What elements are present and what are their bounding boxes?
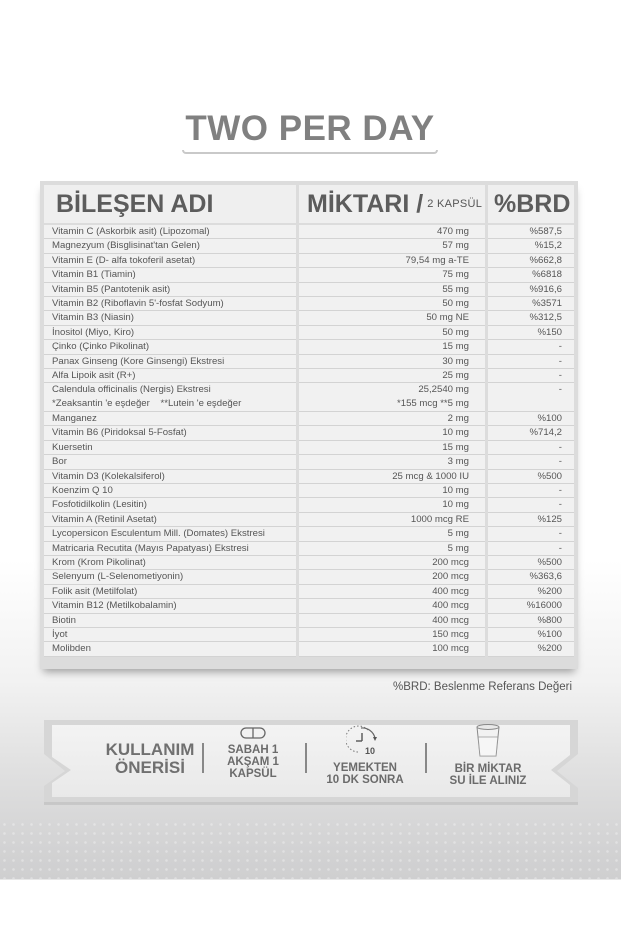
ingredient-amount: 79,54 mg a-TE xyxy=(299,254,485,268)
amount-note: *155 mcg **5 mg xyxy=(397,398,469,410)
title-block xyxy=(185,110,435,152)
table-row xyxy=(44,484,574,498)
ingredient-rdi: - xyxy=(488,383,574,412)
ingredient-rdi: - xyxy=(488,527,574,541)
ingredient-amount: 400 mcg xyxy=(299,585,485,599)
ingredient-name: İyot xyxy=(44,628,296,642)
table-row xyxy=(44,614,574,628)
ingredient-amount: 400 mcg xyxy=(299,599,485,613)
ingredient-rdi: - xyxy=(488,340,574,354)
header-rdi: %BRD xyxy=(488,185,574,223)
table-row xyxy=(44,498,574,512)
ingredients-table xyxy=(40,181,578,669)
ingredient-rdi: %150 xyxy=(488,326,574,340)
ingredient-name: Vitamin B5 (Pantotenik asit) xyxy=(44,283,296,297)
table-row xyxy=(44,628,574,642)
ingredient-amount: 100 mcg xyxy=(299,642,485,656)
ingredient-rdi: - xyxy=(488,542,574,556)
ingredient-amount: 5 mg xyxy=(299,542,485,556)
ingredient-rdi: %500 xyxy=(488,556,574,570)
table-row xyxy=(44,527,574,541)
ingredient-name: Vitamin D3 (Kolekalsiferol) xyxy=(44,470,296,484)
ingredient-name: Molibden xyxy=(44,642,296,656)
table-row xyxy=(44,254,574,268)
ingredient-rdi: %312,5 xyxy=(488,311,574,325)
ingredient-amount: 57 mg xyxy=(299,239,485,253)
header-amount: MİKTARI / 2 KAPSÜL xyxy=(299,185,485,223)
ingredient-rdi: %200 xyxy=(488,585,574,599)
divider xyxy=(305,743,307,773)
ingredient-amount: 25,2540 mg *155 mcg **5 mg xyxy=(299,383,485,412)
table-row xyxy=(44,455,574,469)
divider xyxy=(202,743,204,773)
ingredient-amount: 25 mcg & 1000 IU xyxy=(299,470,485,484)
ingredient-amount: 75 mg xyxy=(299,268,485,282)
ingredient-name: Vitamin B3 (Niasin) xyxy=(44,311,296,325)
table-row xyxy=(44,570,574,584)
usage-item-dosage: SABAH 1 AKŞAM 1 KAPSÜL xyxy=(208,727,298,780)
ingredient-name: Fosfotidilkolin (Lesitin) xyxy=(44,498,296,512)
table-row xyxy=(44,513,574,527)
ingredient-amount: 25 mg xyxy=(299,369,485,383)
table-header xyxy=(44,185,574,223)
ingredient-name: Bor xyxy=(44,455,296,469)
table-row xyxy=(44,441,574,455)
ingredient-amount: 3 mg xyxy=(299,455,485,469)
ingredient-amount: 470 mg xyxy=(299,225,485,239)
ingredient-rdi: %587,5 xyxy=(488,225,574,239)
ingredient-rdi: - xyxy=(488,355,574,369)
ingredient-name: Lycopersicon Esculentum Mill. (Domates) Ekstresi xyxy=(44,527,296,541)
table-row xyxy=(44,311,574,325)
ingredient-rdi: %125 xyxy=(488,513,574,527)
ingredient-rdi: - xyxy=(488,484,574,498)
table-row xyxy=(44,225,574,239)
ingredient-name: Matricaria Recutita (Mayıs Papatyası) Ekstresi xyxy=(44,542,296,556)
ingredient-amount: 50 mg NE xyxy=(299,311,485,325)
ingredient-amount: 10 mg xyxy=(299,484,485,498)
ingredient-rdi: %500 xyxy=(488,470,574,484)
ingredient-name: Vitamin B2 (Riboflavin 5'-fosfat Sodyum) xyxy=(44,297,296,311)
ingredient-name: Çinko (Çinko Pikolinat) xyxy=(44,340,296,354)
table-row xyxy=(44,369,574,383)
ingredient-name: Vitamin E (D- alfa tokoferil asetat) xyxy=(44,254,296,268)
ingredient-name: Vitamin B6 (Piridoksal 5-Fosfat) xyxy=(44,426,296,440)
usage-item-water: BİR MİKTAR SU İLE ALINIZ xyxy=(433,723,543,787)
table-row xyxy=(44,297,574,311)
table-row xyxy=(44,239,574,253)
ingredient-amount: 15 mg xyxy=(299,340,485,354)
table-row xyxy=(44,326,574,340)
table-row xyxy=(44,383,574,412)
ingredient-rdi: - xyxy=(488,441,574,455)
ingredient-amount: 5 mg xyxy=(299,527,485,541)
ingredient-amount: 15 mg xyxy=(299,441,485,455)
ingredient-rdi: - xyxy=(488,455,574,469)
ingredient-name: Manganez xyxy=(44,412,296,426)
ingredient-rdi: %6818 xyxy=(488,268,574,282)
ingredient-name: Calendula officinalis (Nergis) Ekstresi *Zeaksantin 'e eşdeğer **Lutein 'e eşdeğer xyxy=(44,383,296,412)
ingredient-amount: 200 mcg xyxy=(299,570,485,584)
ingredient-amount: 10 mg xyxy=(299,426,485,440)
table-row xyxy=(44,268,574,282)
table-row xyxy=(44,340,574,354)
header-amount-unit: 2 KAPSÜL xyxy=(427,198,483,210)
ingredient-rdi: %714,2 xyxy=(488,426,574,440)
table-row xyxy=(44,542,574,556)
ingredient-name: Kuersetin xyxy=(44,441,296,455)
ingredient-rdi: %363,6 xyxy=(488,570,574,584)
ingredient-amount: 30 mg xyxy=(299,355,485,369)
ingredient-name: Alfa Lipoik asit (R+) xyxy=(44,369,296,383)
usage-item-timing: 10 YEMEKTEN 10 DK SONRA xyxy=(310,725,420,786)
ingredient-name: Folik asit (Metilfolat) xyxy=(44,585,296,599)
ingredient-amount: 50 mg xyxy=(299,297,485,311)
footnote-brd: %BRD: Beslenme Referans Değeri xyxy=(393,681,572,693)
header-name: BİLEŞEN ADI xyxy=(44,185,296,223)
svg-text:10: 10 xyxy=(365,746,376,756)
table-row xyxy=(44,556,574,570)
ingredient-name: Vitamin B12 (Metilkobalamin) xyxy=(44,599,296,613)
ingredient-name: Selenyum (L-Selenometiyonin) xyxy=(44,570,296,584)
table-body xyxy=(44,225,574,657)
ingredient-amount: 150 mcg xyxy=(299,628,485,642)
ingredient-rdi: %16000 xyxy=(488,599,574,613)
ingredient-amount: 50 mg xyxy=(299,326,485,340)
table-row xyxy=(44,599,574,613)
ingredient-name: Panax Ginseng (Kore Ginsengi) Ekstresi xyxy=(44,355,296,369)
divider xyxy=(425,743,427,773)
water-glass-icon xyxy=(475,723,501,759)
ingredient-rdi: %200 xyxy=(488,642,574,656)
ingredient-name: Koenzim Q 10 xyxy=(44,484,296,498)
ingredient-note: *Zeaksantin 'e eşdeğer **Lutein 'e eşdeğer xyxy=(52,398,242,410)
ingredient-amount: 200 mcg xyxy=(299,556,485,570)
ingredient-rdi: %916,6 xyxy=(488,283,574,297)
clock-timer-icon xyxy=(346,725,384,757)
table-row xyxy=(44,426,574,440)
ingredient-amount: 400 mcg xyxy=(299,614,485,628)
ingredient-name: Krom (Krom Pikolinat) xyxy=(44,556,296,570)
title-underline xyxy=(182,150,438,154)
usage-title: KULLANIM ÖNERİSİ xyxy=(105,740,195,777)
table-row xyxy=(44,355,574,369)
usage-recommendation-banner xyxy=(40,713,582,809)
ingredient-rdi: - xyxy=(488,498,574,512)
ingredient-amount: 55 mg xyxy=(299,283,485,297)
ingredient-rdi: %100 xyxy=(488,628,574,642)
ingredient-rdi: %3571 xyxy=(488,297,574,311)
ingredient-rdi: %15,2 xyxy=(488,239,574,253)
background-texture xyxy=(0,820,621,879)
ingredient-rdi: %800 xyxy=(488,614,574,628)
ingredient-amount: 10 mg xyxy=(299,498,485,512)
table-row xyxy=(44,412,574,426)
ingredient-name: Magnezyum (Bisglisinat'tan Gelen) xyxy=(44,239,296,253)
ingredient-rdi: %662,8 xyxy=(488,254,574,268)
table-row xyxy=(44,283,574,297)
table-row xyxy=(44,470,574,484)
ingredient-rdi: - xyxy=(488,369,574,383)
table-row xyxy=(44,585,574,599)
ingredient-name: Vitamin B1 (Tiamin) xyxy=(44,268,296,282)
ingredient-name: Vitamin A (Retinil Asetat) xyxy=(44,513,296,527)
ingredient-amount: 1000 mcg RE xyxy=(299,513,485,527)
ingredient-amount: 2 mg xyxy=(299,412,485,426)
capsule-icon xyxy=(240,727,266,739)
ingredient-name: Biotin xyxy=(44,614,296,628)
page-title: TWO PER DAY xyxy=(185,109,435,148)
ingredient-name: İnositol (Miyo, Kiro) xyxy=(44,326,296,340)
table-row xyxy=(44,642,574,656)
ingredient-rdi: %100 xyxy=(488,412,574,426)
ingredient-name: Vitamin C (Askorbik asit) (Lipozomal) xyxy=(44,225,296,239)
